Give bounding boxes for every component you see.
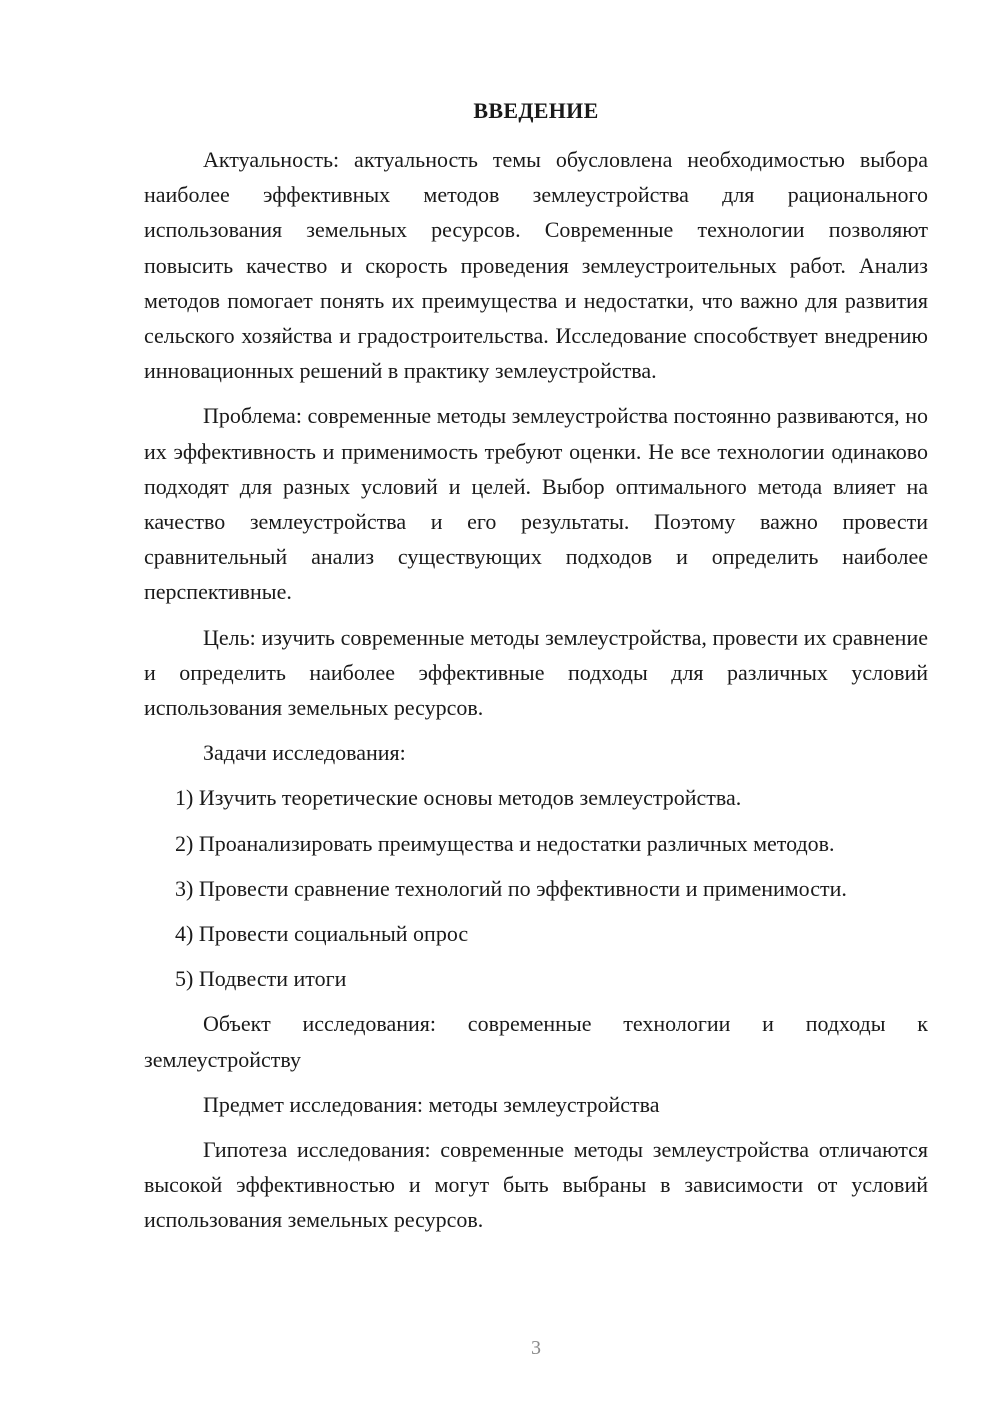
task-item: 4) Провести социальный опрос — [175, 921, 469, 947]
hypothesis-paragraph: Гипотеза исследования: современные методы землеустройства отличаются высокой эффективностью и могут быть выбраны в зависимости от условий использования земельных ресурсов. — [144, 1137, 928, 1233]
page-title: ВВЕДЕНИЕ — [473, 98, 599, 123]
tasks-heading: Задачи исследования: — [203, 740, 406, 766]
goal-paragraph: Цель: изучить современные методы землеустройства, провести их сравнение и определить наиболее эффективные подходы для различных условий использования земельных ресурсов. — [144, 624, 928, 721]
relevance-paragraph: Актуальность: актуальность темы обусловлена необходимостью выбора наиболее эффективных методов землеустройства для рационального использования земельных ресурсов. Современные технологии позволяют повысить качество и скорость проведения землеустроительных работ. Анализ методов помогает понять их преимущества и недостатки, что важно для развития сельского хозяйства и градостроительства. Исследование способствует внедрению инновационных решений в практику землеустройства. — [144, 147, 928, 384]
task-item: 5) Подвести итоги — [175, 966, 347, 992]
page-number: 3 — [531, 1337, 541, 1359]
task-item: 2) Проанализировать преимущества и недостатки различных методов. — [175, 830, 835, 856]
task-item: 1) Изучить теоретические основы методов землеустройства. — [175, 785, 742, 811]
document-page — [144, 0, 928, 1414]
problem-paragraph: Проблема: современные методы землеустройства постоянно развиваются, но их эффективность и применимость требуют оценки. Не все технологии одинаково подходят для разных условий и целей. Выбор оптимального метода влияет на качество землеустройства и его результаты. Поэтому важно провести сравнительный анализ существующих подходов и определить наиболее перспективные. — [144, 403, 928, 605]
object-paragraph: Объект исследования: современные технологии и подходы к землеустройству — [144, 1011, 928, 1072]
document-body — [144, 142, 928, 1248]
task-item: 3) Провести сравнение технологий по эффективности и применимости. — [175, 875, 847, 901]
subject-paragraph: Предмет исследования: методы землеустройства — [203, 1091, 660, 1117]
